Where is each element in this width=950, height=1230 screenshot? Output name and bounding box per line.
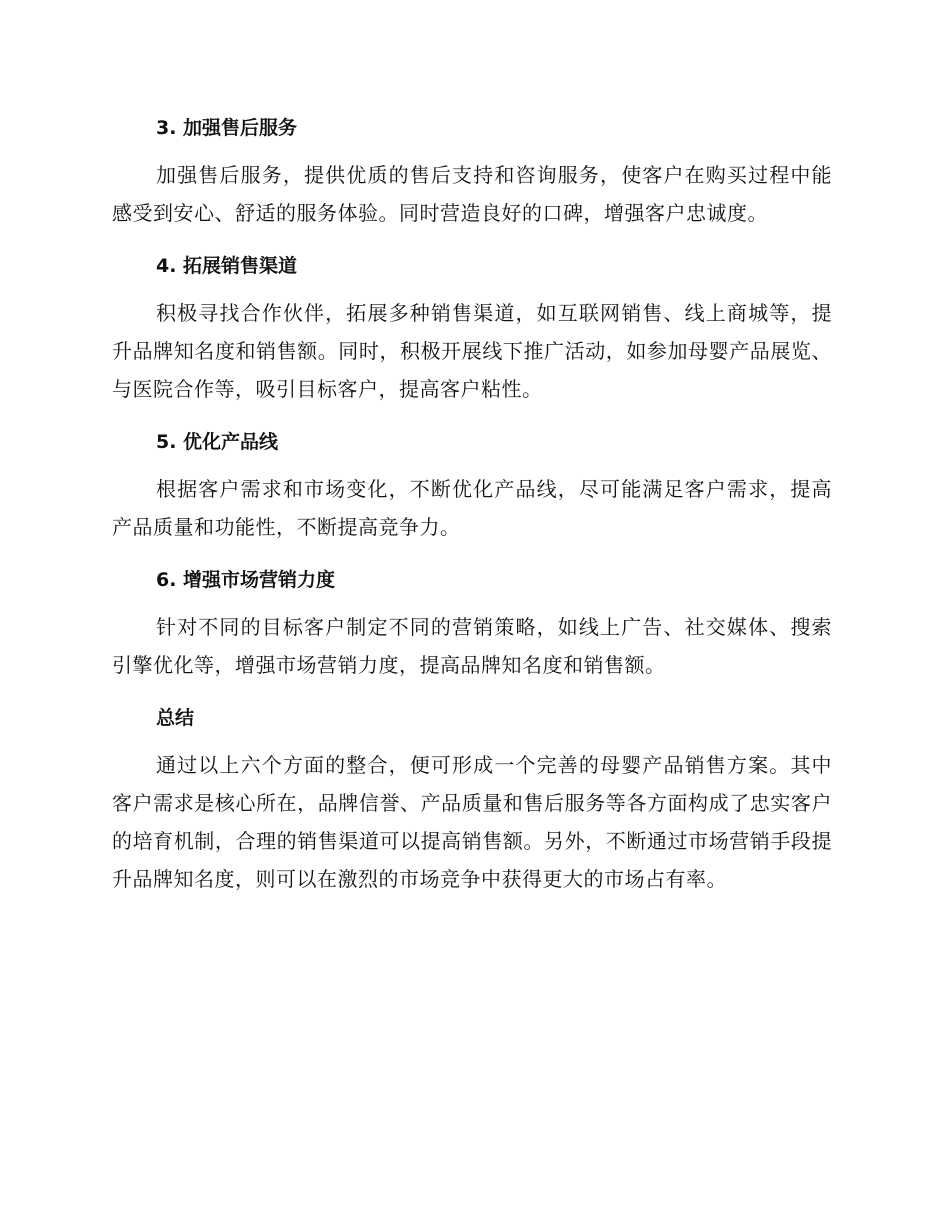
- section-paragraph-after-sales: 加强售后服务，提供优质的售后支持和咨询服务，使客户在购买过程中能感受到安心、舒适的服务体验。同时营造良好的口碑，增强客户忠诚度。: [112, 163, 832, 225]
- section-heading-summary: 总结: [156, 707, 195, 729]
- section-paragraph-marketing: 针对不同的目标客户制定不同的营销策略，如线上广告、社交媒体、搜索引擎优化等，增强市场营销力度，提高品牌知名度和销售额。: [112, 615, 832, 677]
- section-heading-marketing: 6. 增强市场营销力度: [156, 569, 336, 591]
- section-heading-after-sales: 3. 加强售后服务: [156, 117, 298, 139]
- section-heading-product-line: 5. 优化产品线: [156, 431, 279, 453]
- section-paragraph-summary: 通过以上六个方面的整合，便可形成一个完善的母婴产品销售方案。其中客户需求是核心所在，品牌信誉、产品质量和售后服务等各方面构成了忠实客户的培育机制，合理的销售渠道可以提高销售额。另外，不断通过市场营销手段提升品牌知名度，则可以在激烈的市场竞争中获得更大的市场占有率。: [112, 753, 832, 891]
- section-paragraph-sales-channels: 积极寻找合作伙伴，拓展多种销售渠道，如互联网销售、线上商城等，提升品牌知名度和销售额。同时，积极开展线下推广活动，如参加母婴产品展览、与医院合作等，吸引目标客户，提高客户粘性。: [112, 301, 832, 401]
- document-body: [112, 108, 832, 912]
- section-paragraph-product-line: 根据客户需求和市场变化，不断优化产品线，尽可能满足客户需求，提高产品质量和功能性，不断提高竞争力。: [112, 477, 832, 539]
- section-heading-sales-channels: 4. 拓展销售渠道: [156, 255, 298, 277]
